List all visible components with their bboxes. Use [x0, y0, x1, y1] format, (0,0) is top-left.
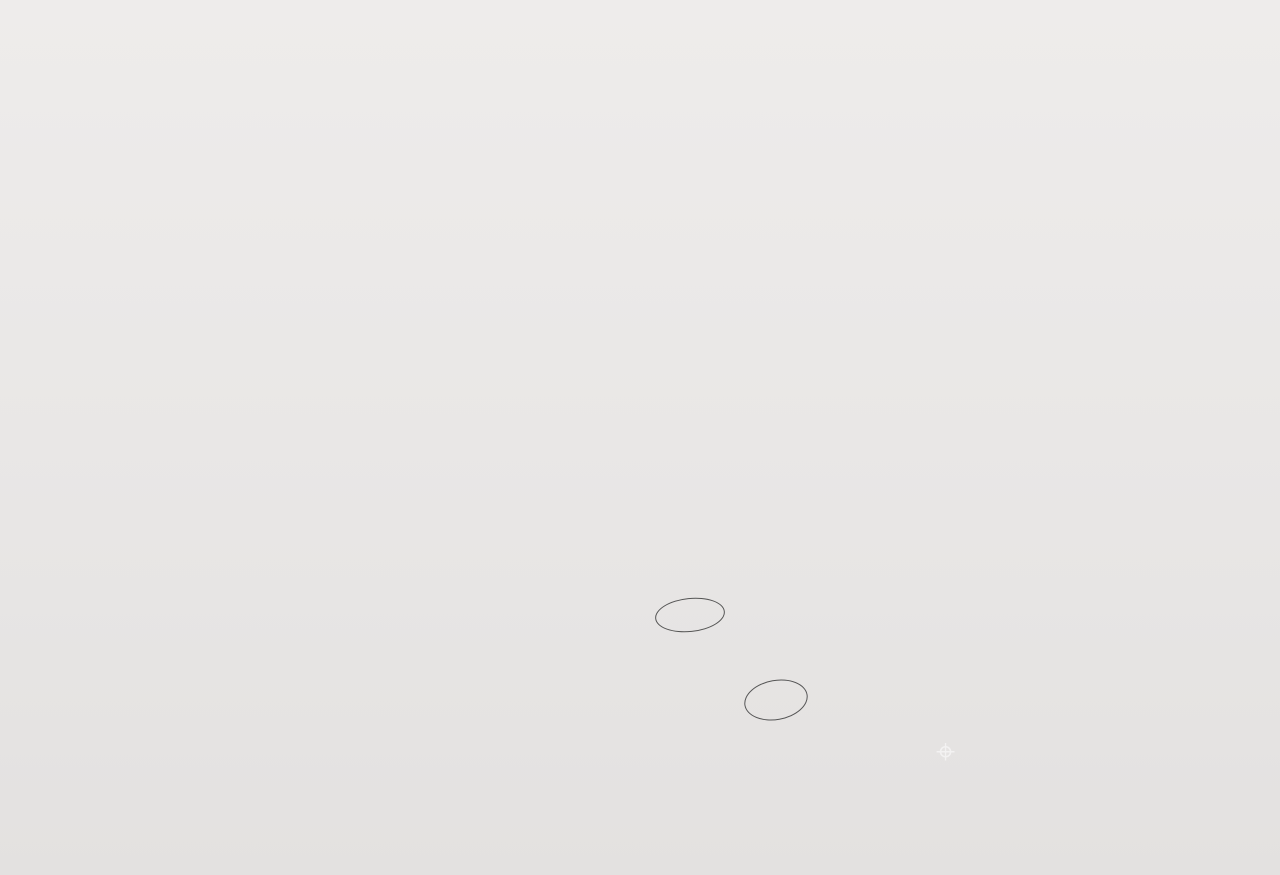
pen-circle-living: [741, 675, 811, 726]
pen-circle-total: [653, 594, 726, 635]
watermark-logo-icon: ⌖: [936, 733, 956, 771]
